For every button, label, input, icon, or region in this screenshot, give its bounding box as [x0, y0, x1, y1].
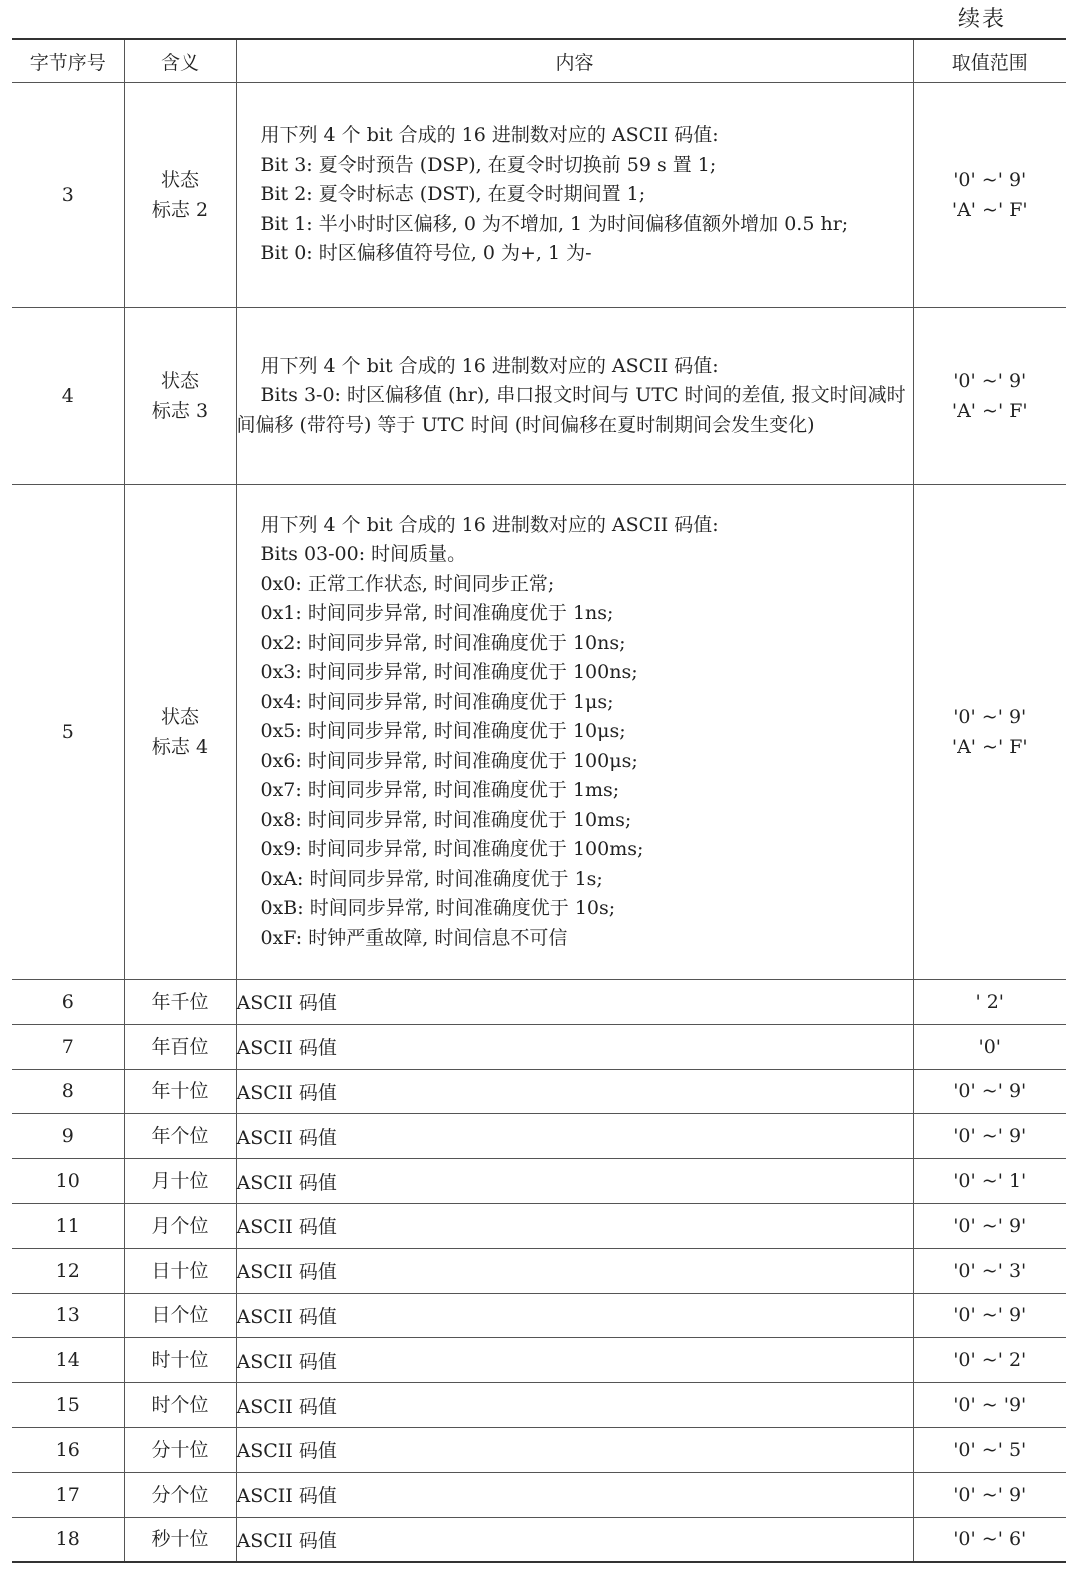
meaning-cell: 分个位	[124, 1472, 236, 1517]
byte-no-cell: 13	[12, 1293, 124, 1338]
meaning-cell	[124, 83, 236, 308]
meaning-cell: 年千位	[124, 980, 236, 1025]
table-row	[12, 1293, 1066, 1338]
content-line: 0x0: 正常工作状态, 时间同步正常;	[260, 572, 555, 595]
range-cell: '0' ~' 9'	[913, 1472, 1066, 1517]
range-cell: '0' ~' 9' 'A' ~' F'	[913, 485, 1066, 980]
table-row	[12, 1203, 1066, 1248]
content-line: 0xF: 时钟严重故障, 时间信息不可信	[260, 926, 568, 949]
content-line: 0x5: 时间同步异常, 时间准确度优于 10μs;	[260, 720, 626, 743]
range-cell: '0'	[913, 1024, 1066, 1069]
content-cell: ASCII 码值	[236, 1069, 913, 1114]
meaning-cell	[124, 485, 236, 980]
table-row	[12, 1517, 1066, 1562]
header-content: 内容	[236, 39, 913, 83]
meaning-line: 状态	[160, 169, 199, 191]
content-line: Bit 2: 夏令时标志 (DST), 在夏令时期间置 1;	[260, 183, 646, 206]
table-row	[12, 1472, 1066, 1517]
range-cell: '0' ~' 9'	[913, 1293, 1066, 1338]
content-line: Bits 3-0: 时区偏移值 (hr), 串口报文时间与 UTC 时间的差值, 报文时间减时间偏移 (带符号) 等于 UTC 时间 (时间偏移在夏时制期间会发生变化)	[236, 384, 906, 436]
content-cell: ASCII 码值	[236, 1114, 913, 1159]
content-cell: ASCII 码值	[236, 1248, 913, 1293]
content-line: Bits 03-00: 时间质量。	[260, 543, 467, 566]
content-cell	[236, 308, 913, 485]
table-row	[12, 980, 1066, 1025]
content-line: 0x8: 时间同步异常, 时间准确度优于 10ms;	[260, 808, 632, 831]
byte-no-cell: 4	[12, 308, 124, 485]
content-line: Bit 3: 夏令时预告 (DSP), 在夏令时切换前 59 s 置 1;	[260, 153, 717, 176]
meaning-line: 标志 4	[151, 736, 209, 758]
content-line: 0x7: 时间同步异常, 时间准确度优于 1ms;	[260, 779, 620, 802]
content-cell: ASCII 码值	[236, 1338, 913, 1383]
header-range: 取值范围	[913, 39, 1066, 83]
content-line: 0x3: 时间同步异常, 时间准确度优于 100ns;	[260, 661, 638, 684]
table-row	[12, 485, 1066, 980]
table-row	[12, 308, 1066, 485]
content-line: 用下列 4 个 bit 合成的 16 进制数对应的 ASCII 码值:	[260, 124, 719, 147]
table-row	[12, 1159, 1066, 1204]
range-cell: '0' ~' 9' 'A' ~' F'	[913, 83, 1066, 308]
content-line: 0x2: 时间同步异常, 时间准确度优于 10ns;	[260, 631, 626, 654]
table-row	[12, 1338, 1066, 1383]
table-body	[12, 83, 1066, 1563]
content-cell: ASCII 码值	[236, 980, 913, 1025]
byte-no-cell: 12	[12, 1248, 124, 1293]
meaning-line: 标志 2	[151, 199, 209, 221]
content-line: 0x9: 时间同步异常, 时间准确度优于 100ms;	[260, 838, 644, 861]
byte-no-cell: 10	[12, 1159, 124, 1204]
content-cell: ASCII 码值	[236, 1427, 913, 1472]
header-row	[12, 39, 1066, 83]
content-line: 0xA: 时间同步异常, 时间准确度优于 1s;	[260, 867, 603, 890]
meaning-cell: 年十位	[124, 1069, 236, 1114]
meaning-line: 标志 3	[151, 400, 209, 422]
meaning-cell: 月十位	[124, 1159, 236, 1204]
byte-no-cell: 14	[12, 1338, 124, 1383]
meaning-cell: 年百位	[124, 1024, 236, 1069]
content-line: Bit 0: 时区偏移值符号位, 0 为+, 1 为-	[260, 242, 592, 265]
meaning-cell: 时个位	[124, 1383, 236, 1428]
range-cell: '0' ~' 9' 'A' ~' F'	[913, 308, 1066, 485]
continued-label: 续表	[958, 7, 1007, 32]
content-cell	[236, 83, 913, 308]
meaning-line: 状态	[160, 370, 199, 392]
range-cell: '0' ~ '9'	[913, 1383, 1066, 1428]
content-line: 0x6: 时间同步异常, 时间准确度优于 100μs;	[260, 749, 638, 772]
byte-no-cell: 18	[12, 1517, 124, 1562]
byte-no-cell: 3	[12, 83, 124, 308]
meaning-cell: 分十位	[124, 1427, 236, 1472]
content-cell	[236, 485, 913, 980]
content-cell: ASCII 码值	[236, 1383, 913, 1428]
byte-no-cell: 8	[12, 1069, 124, 1114]
table-row	[12, 83, 1066, 308]
meaning-cell: 时十位	[124, 1338, 236, 1383]
byte-spec-table	[12, 38, 1066, 1563]
content-line: 用下列 4 个 bit 合成的 16 进制数对应的 ASCII 码值:	[260, 513, 719, 536]
byte-no-cell: 17	[12, 1472, 124, 1517]
byte-no-cell: 5	[12, 485, 124, 980]
table-header	[12, 39, 1066, 83]
content-cell: ASCII 码值	[236, 1293, 913, 1338]
meaning-cell	[124, 308, 236, 485]
range-cell: '0' ~' 9'	[913, 1114, 1066, 1159]
range-cell: '0' ~' 1'	[913, 1159, 1066, 1204]
header-meaning: 含义	[124, 39, 236, 83]
byte-no-cell: 11	[12, 1203, 124, 1248]
content-line: Bit 1: 半小时时区偏移, 0 为不增加, 1 为时间偏移值额外增加 0.5 hr;	[260, 212, 849, 235]
table-row	[12, 1114, 1066, 1159]
range-cell: '0' ~' 5'	[913, 1427, 1066, 1472]
meaning-cell: 年个位	[124, 1114, 236, 1159]
table-row	[12, 1024, 1066, 1069]
table-row	[12, 1069, 1066, 1114]
range-cell: '0' ~' 9'	[913, 1069, 1066, 1114]
table-row	[12, 1427, 1066, 1472]
content-cell: ASCII 码值	[236, 1517, 913, 1562]
range-cell: '0' ~' 6'	[913, 1517, 1066, 1562]
header-byte-no: 字节序号	[12, 39, 124, 83]
content-cell: ASCII 码值	[236, 1472, 913, 1517]
table-row	[12, 1383, 1066, 1428]
content-line: 0x1: 时间同步异常, 时间准确度优于 1ns;	[260, 602, 614, 625]
meaning-cell: 秒十位	[124, 1517, 236, 1562]
meaning-cell: 月个位	[124, 1203, 236, 1248]
meaning-cell: 日个位	[124, 1293, 236, 1338]
byte-no-cell: 7	[12, 1024, 124, 1069]
byte-no-cell: 15	[12, 1383, 124, 1428]
range-cell: '0' ~' 2'	[913, 1338, 1066, 1383]
content-line: 0xB: 时间同步异常, 时间准确度优于 10s;	[260, 897, 616, 920]
content-cell: ASCII 码值	[236, 1159, 913, 1204]
content-cell: ASCII 码值	[236, 1024, 913, 1069]
meaning-cell: 日十位	[124, 1248, 236, 1293]
content-line: 0x4: 时间同步异常, 时间准确度优于 1μs;	[260, 690, 614, 713]
byte-no-cell: 9	[12, 1114, 124, 1159]
content-line: 用下列 4 个 bit 合成的 16 进制数对应的 ASCII 码值:	[260, 354, 719, 377]
byte-no-cell: 6	[12, 980, 124, 1025]
range-cell: '0' ~' 9'	[913, 1203, 1066, 1248]
table-row	[12, 1248, 1066, 1293]
meaning-line: 状态	[160, 706, 199, 728]
range-cell: '0' ~' 3'	[913, 1248, 1066, 1293]
byte-no-cell: 16	[12, 1427, 124, 1472]
range-cell: ' 2'	[913, 980, 1066, 1025]
content-cell: ASCII 码值	[236, 1203, 913, 1248]
